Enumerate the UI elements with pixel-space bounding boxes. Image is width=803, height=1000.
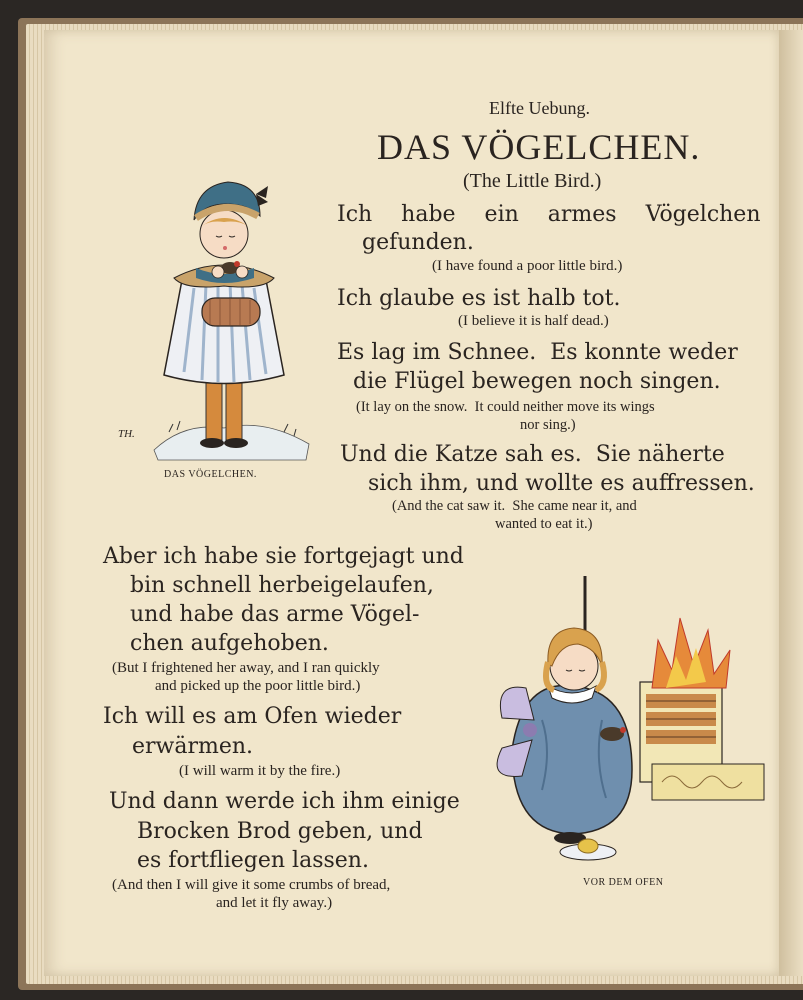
german-line: Ich glaube es ist halb tot. <box>337 286 621 311</box>
facing-page-edge <box>779 30 803 976</box>
german-line: Aber ich habe sie fortgejagt und <box>103 544 464 569</box>
german-line: Es lag im Schnee. Es konnte weder <box>337 340 738 365</box>
german-line: Ich will es am Ofen wieder <box>103 704 402 729</box>
english-translation: and picked up the poor little bird.) <box>155 678 361 694</box>
german-line: Ich habe ein armes Vögelchen <box>337 202 761 227</box>
german-line: die Flügel bewegen noch singen. <box>353 369 721 394</box>
english-translation: and let it fly away.) <box>216 895 333 911</box>
page-title: DAS VÖGELCHEN. <box>377 127 701 167</box>
german-line: gefunden. <box>362 230 474 255</box>
page-subtitle: (The Little Bird.) <box>463 170 602 192</box>
illustration-caption: DAS VÖGELCHEN. <box>164 469 257 480</box>
illustration-signature: TH. <box>118 428 135 440</box>
english-translation: (And the cat saw it. She came near it, and <box>392 498 637 514</box>
german-line: erwärmen. <box>132 734 254 759</box>
english-translation: (I will warm it by the fire.) <box>179 763 341 779</box>
german-line: Brocken Brod geben, und <box>137 819 423 844</box>
english-translation: (But I frightened her away, and I ran quickly <box>112 660 380 676</box>
girl-at-stove-illustration <box>482 570 772 875</box>
german-line: chen aufgehoben. <box>130 631 329 656</box>
illustration-caption: VOR DEM OFEN <box>583 877 664 888</box>
german-line: und habe das arme Vögel- <box>130 602 420 627</box>
english-translation: (And then I will give it some crumbs of bread, <box>112 877 391 893</box>
english-translation: nor sing.) <box>520 417 576 433</box>
german-line: es fortfliegen lassen. <box>137 848 369 873</box>
german-line: Und dann werde ich ihm einige <box>109 789 460 814</box>
german-line: Und die Katze sah es. Sie näherte <box>340 442 725 467</box>
lesson-number: Elfte Uebung. <box>489 98 590 118</box>
english-translation: (I have found a poor little bird.) <box>432 258 623 274</box>
german-line: sich ihm, und wollte es auffressen. <box>368 471 755 496</box>
english-translation: wanted to eat it.) <box>495 516 593 532</box>
book-page <box>44 30 779 976</box>
english-translation: (I believe it is half dead.) <box>458 313 609 329</box>
girl-holding-bird-illustration <box>144 160 324 465</box>
english-translation: (It lay on the snow. It could neither move its wings <box>356 399 655 415</box>
german-line: bin schnell herbeigelaufen, <box>130 573 434 598</box>
